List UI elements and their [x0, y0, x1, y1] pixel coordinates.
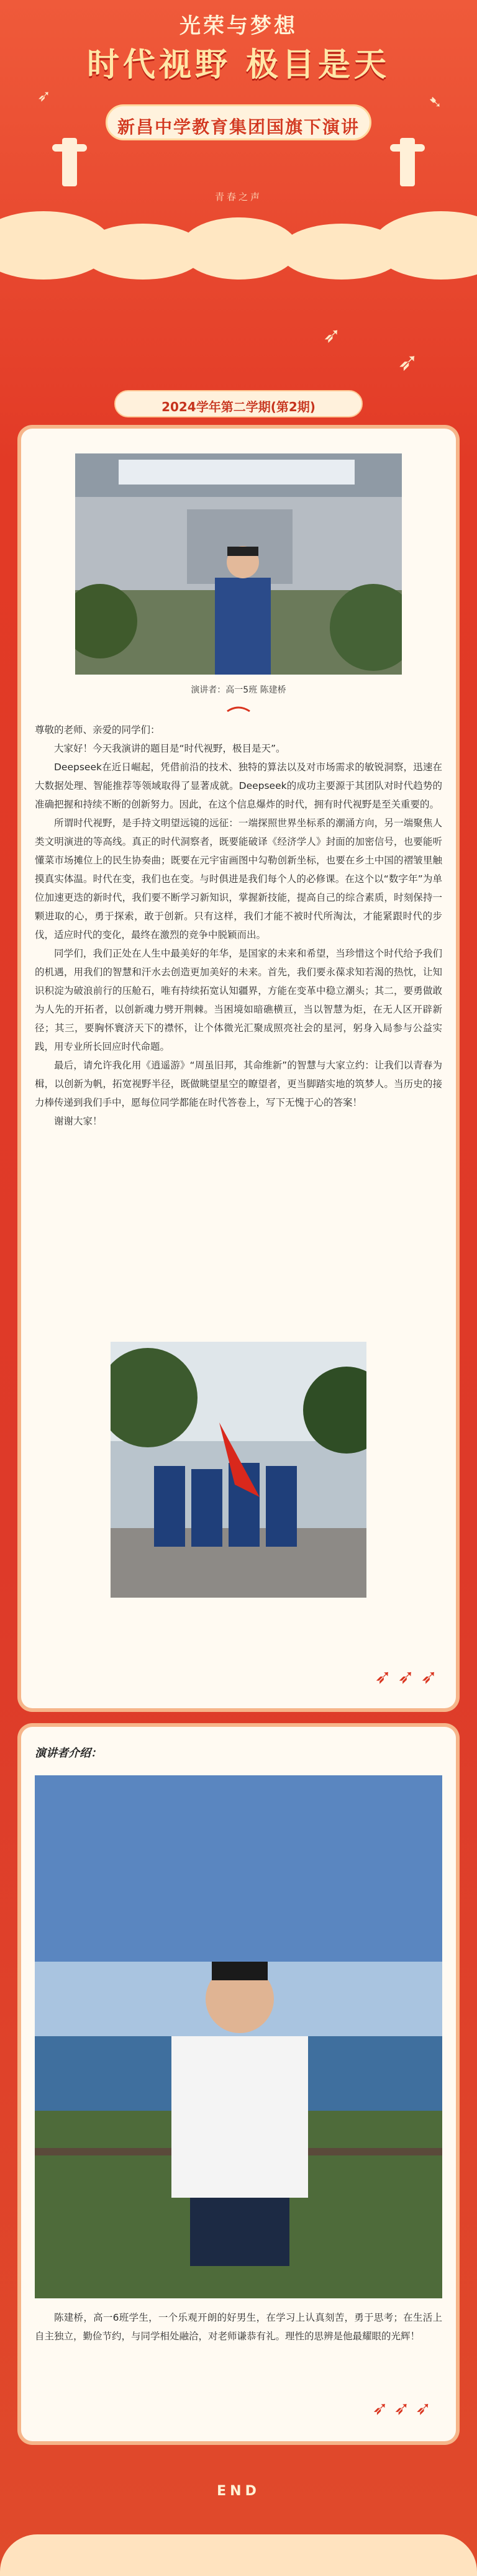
photo-caption: 演讲者：高一5班 陈建桥: [191, 685, 286, 695]
term-banner: [114, 390, 363, 417]
header-banner: [0, 0, 477, 376]
bird-icon: ➶: [37, 87, 51, 106]
speech-paragraph: 同学们，我们正处在人生中最美好的年华，是国家的未来和希望，当珍惜这个时代给予我们的机遇，用我们的智慧和汗水去创造更加美好的未来。首先，我们要永葆求知若渴的热忱，让知识积淀为破浪前行的压舱石，唯有持续拓宽认知疆界，方能在变革中稳立潮头；其二，要勇做敢为人先的开拓者，以创新魂力劈开荆棘。当困境如暗礁横亘，当以智慧为炬，在无人区开辟新径；其三，要胸怀寰济天下的襟怀，让个体微光汇聚成照亮社会的星河，躬身入局参与公益实践，用专业所长回应时代命题。: [35, 948, 442, 1052]
speaker-photo: [75, 453, 402, 675]
page-title: 时代视野 极目是天: [86, 47, 391, 84]
bird-icon: ➶: [398, 348, 419, 376]
speaker-profile-card: [21, 1727, 456, 2441]
cloud-decoration: [0, 2534, 477, 2576]
huabiao-pillar-left: [62, 138, 77, 186]
page-subtitle: 新昌中学教育集团国旗下演讲: [117, 117, 360, 137]
header-tag: 青春之声: [214, 191, 262, 203]
speech-greeting: 尊敬的老师、亲爱的同学们：: [35, 724, 160, 735]
speech-paragraph: 所谓时代视野，是手持文明望远镜的远征：一端探照世界坐标系的潮涌方向，另一端聚焦人类文明演进的等高线。真正的时代洞察者，既要能破译《经济学人》封面的加密信号，也要能听懂菜市场摊位上的民生协奏曲；既要在元宇宙画图中勾勒创新坐标，也要在乡土中国的褶皱里触摸真实体温。时代在变，我们也在变。与时俱进是我们每个人的必修课。在这个以“数字年”为单位加速更迭的新时代，我们要不断学习新知识，掌握新技能，提高自己的综合素质，时刻保持一颗进取的心，勇于探索，敢于创新。只有这样，我们才能不被时代所淘汰，才能紧跟时代的步伐，适应时代的变化，最终在激烈的竞争中脱颖而出。: [35, 817, 442, 940]
header-kicker: 光荣与梦想: [179, 14, 298, 39]
bird-icon: ➷: [429, 93, 442, 112]
speaker-bio: 陈建桥，高一6班学生，一个乐观开朗的好男生，在学习上认真刻苦，勇于思考；在生活上自主独立，勤俭节约，与同学相处融洽，对老师谦恭有礼。理性的思辨是他最耀眼的光辉！: [35, 2312, 442, 2342]
speech-card: [21, 429, 456, 1708]
huabiao-pillar-right: [400, 138, 415, 186]
end-marker: END: [217, 2483, 260, 2499]
subtitle-pill: [106, 104, 371, 140]
speech-body: [35, 721, 442, 1131]
speaker-portrait: [35, 1775, 442, 2298]
bird-icon: ➶ ➶ ➶: [375, 1665, 437, 1688]
speech-paragraph: Deepseek在近日崛起，凭借前沿的技术、独特的算法以及对市场需求的敏锐洞察，迅速在大数据处理、智能推荐等领域取得了显著成就。Deepseek的成功主要源于其团队对时代趋势的准确把握和持续不断的创新努力。因此，在这个信息爆炸的时代，拥有时代视野是至关重要的。: [35, 762, 442, 810]
flag-guard-photo: [111, 1342, 366, 1598]
bird-icon: ➶: [323, 323, 341, 348]
divider-ornament: [226, 705, 251, 714]
speech-paragraph: 最后，请允许我化用《逍遥游》“周虽旧邦，其命维新”的智慧与大家立约：让我们以青春为楫，以创新为帆，拓宽视野半径，既做眺望星空的瞭望者，更当脚踏实地的筑梦人。当历史的接力棒传递到我们手中，愿每位同学都能在时代答卷上，写下无愧于心的答案！: [35, 1060, 442, 1108]
bird-icon: ➶ ➶ ➶: [372, 2398, 431, 2419]
term-label: 2024学年第二学期(第2期): [161, 399, 316, 414]
speech-paragraph: 大家好！今天我演讲的题目是“时代视野，极目是天”。: [54, 743, 286, 754]
speech-paragraph: 谢谢大家！: [54, 1116, 102, 1127]
profile-title: 演讲者介绍：: [35, 1747, 102, 1760]
